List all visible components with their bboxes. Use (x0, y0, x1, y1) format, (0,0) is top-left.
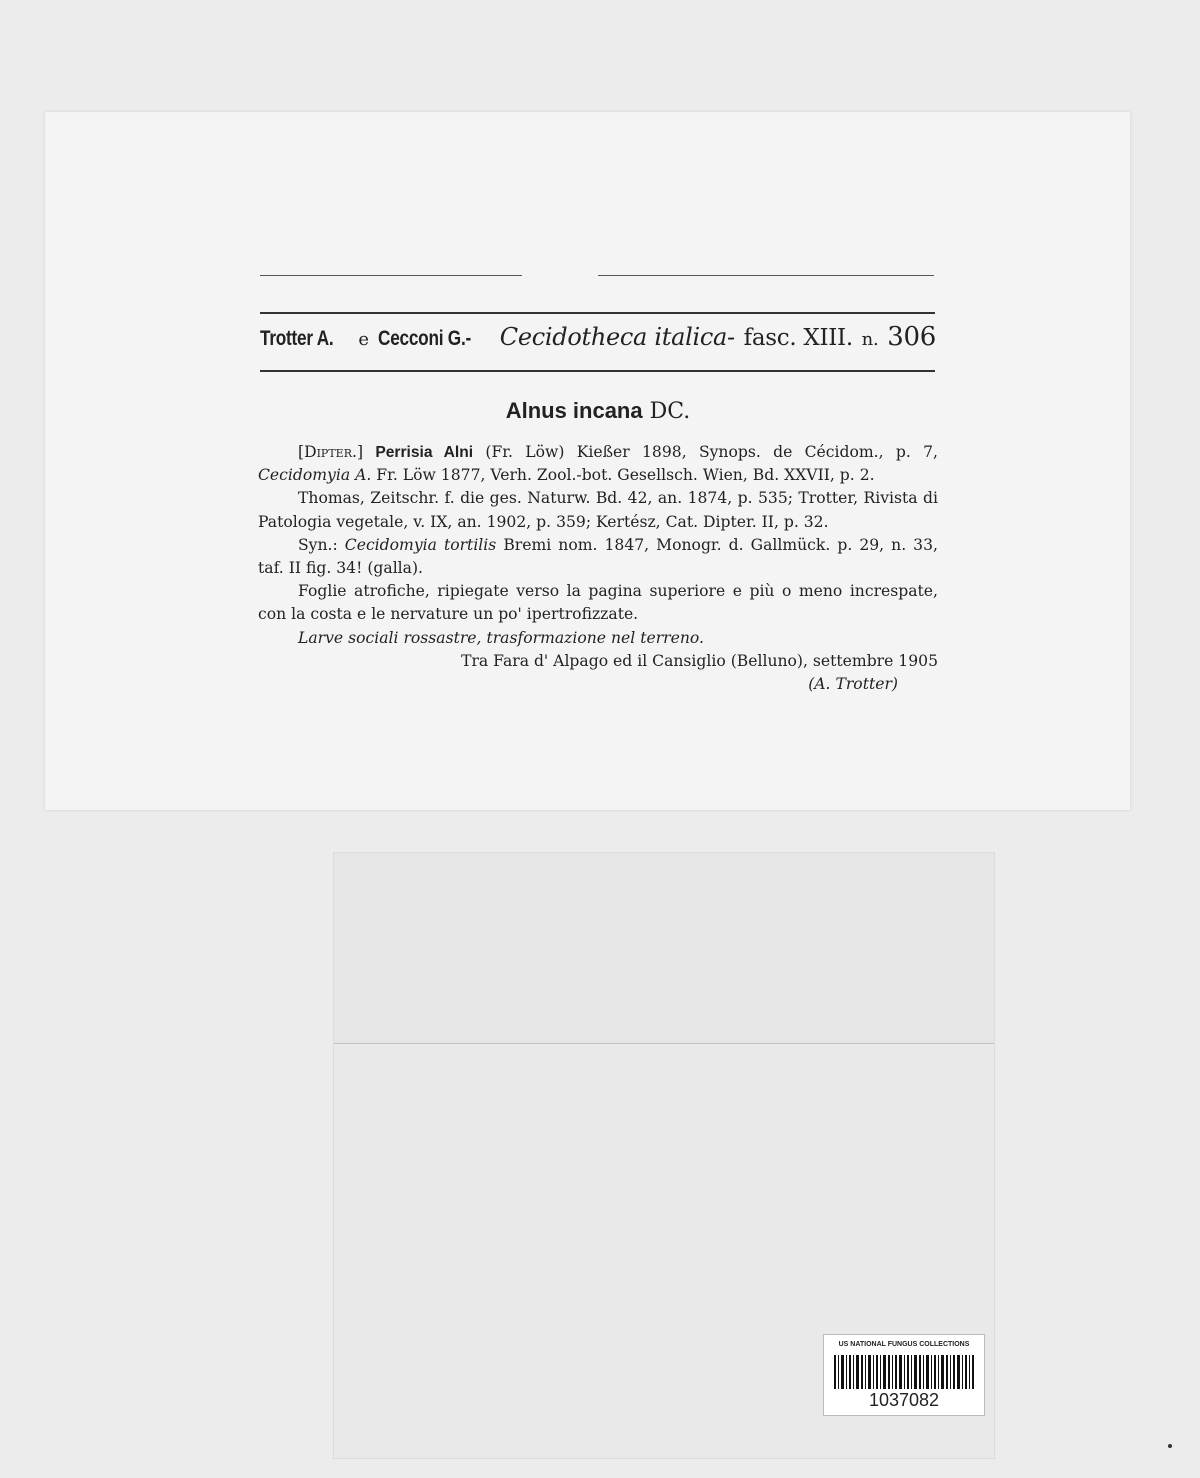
locality: Tra Fara d' Alpago ed il Cansiglio (Belluno), settembre 1905 (461, 651, 938, 670)
synonym-lead: Syn.: (298, 535, 338, 554)
barcode-icon (834, 1355, 974, 1389)
number-prefix: n. (861, 329, 879, 350)
collector: (A. Trotter) (808, 675, 898, 694)
paragraph-description: Foglie atrofiche, ripiegate verso la pagina superiore e più o meno increspate, con la costa e le nervature un po' ipertrofizzate. (258, 582, 938, 624)
envelope-flap (334, 853, 994, 1044)
collection-name: US NATIONAL FUNGUS COLLECTIONS (838, 1341, 970, 1348)
synonym-name: Cecidomyia tortilis (344, 535, 497, 554)
order-tag: [Dipter.] (298, 443, 364, 461)
citation-2: Fr. Löw 1877, Verh. Zool.-bot. Gesellsch. Wien, Bd. XXVII, p. 2. (376, 466, 875, 485)
host-authority: DC. (649, 399, 691, 424)
author-name: Trotter A. (260, 327, 334, 350)
citation-1: (Fr. Löw) Kießer 1898, Synops. de Cécidom., p. 7, (485, 443, 938, 461)
synonym-citation: Bremi nom. 1847, Monogr. d. Gallmück. p. 29, n. 33, taf. II fig. 34! (galla). (258, 535, 938, 578)
specimen-number: 306 (887, 322, 936, 352)
label-body (258, 441, 938, 696)
conjunction: e (358, 329, 369, 350)
series-title: Cecidotheca italica- (499, 323, 735, 351)
author-name-2: Cecconi G.- (377, 327, 471, 350)
barcode-label (823, 1334, 985, 1416)
catalog-number: 1037082 (868, 1390, 940, 1410)
top-rule (260, 312, 935, 314)
paragraph-larvae: Larve sociali rossastre, trasformazione nel terreno. (298, 628, 704, 647)
bottom-rule (260, 370, 935, 372)
dashed-line-left (260, 275, 522, 276)
label-header (260, 322, 936, 352)
synonym-genus: Cecidomyia A. (258, 466, 372, 485)
paragraph-taxon (258, 441, 938, 487)
paragraph-references: Thomas, Zeitschr. f. die ges. Naturw. Bd. 42, an. 1874, p. 535; Trotter, Rivista di Patologia vegetale, v. IX, an. 1902, p. 359; Kertész, Cat. Dipter. II, p. 32. (258, 489, 938, 531)
speck (1168, 1444, 1172, 1448)
dashed-line-right (598, 275, 934, 276)
fascicle: fasc. XIII. (743, 325, 853, 351)
host-species: Alnus incana (505, 398, 643, 423)
host-title (260, 398, 936, 424)
paragraph-synonym (258, 534, 938, 580)
gall-maker-name: Perrisia Alni (375, 444, 474, 461)
